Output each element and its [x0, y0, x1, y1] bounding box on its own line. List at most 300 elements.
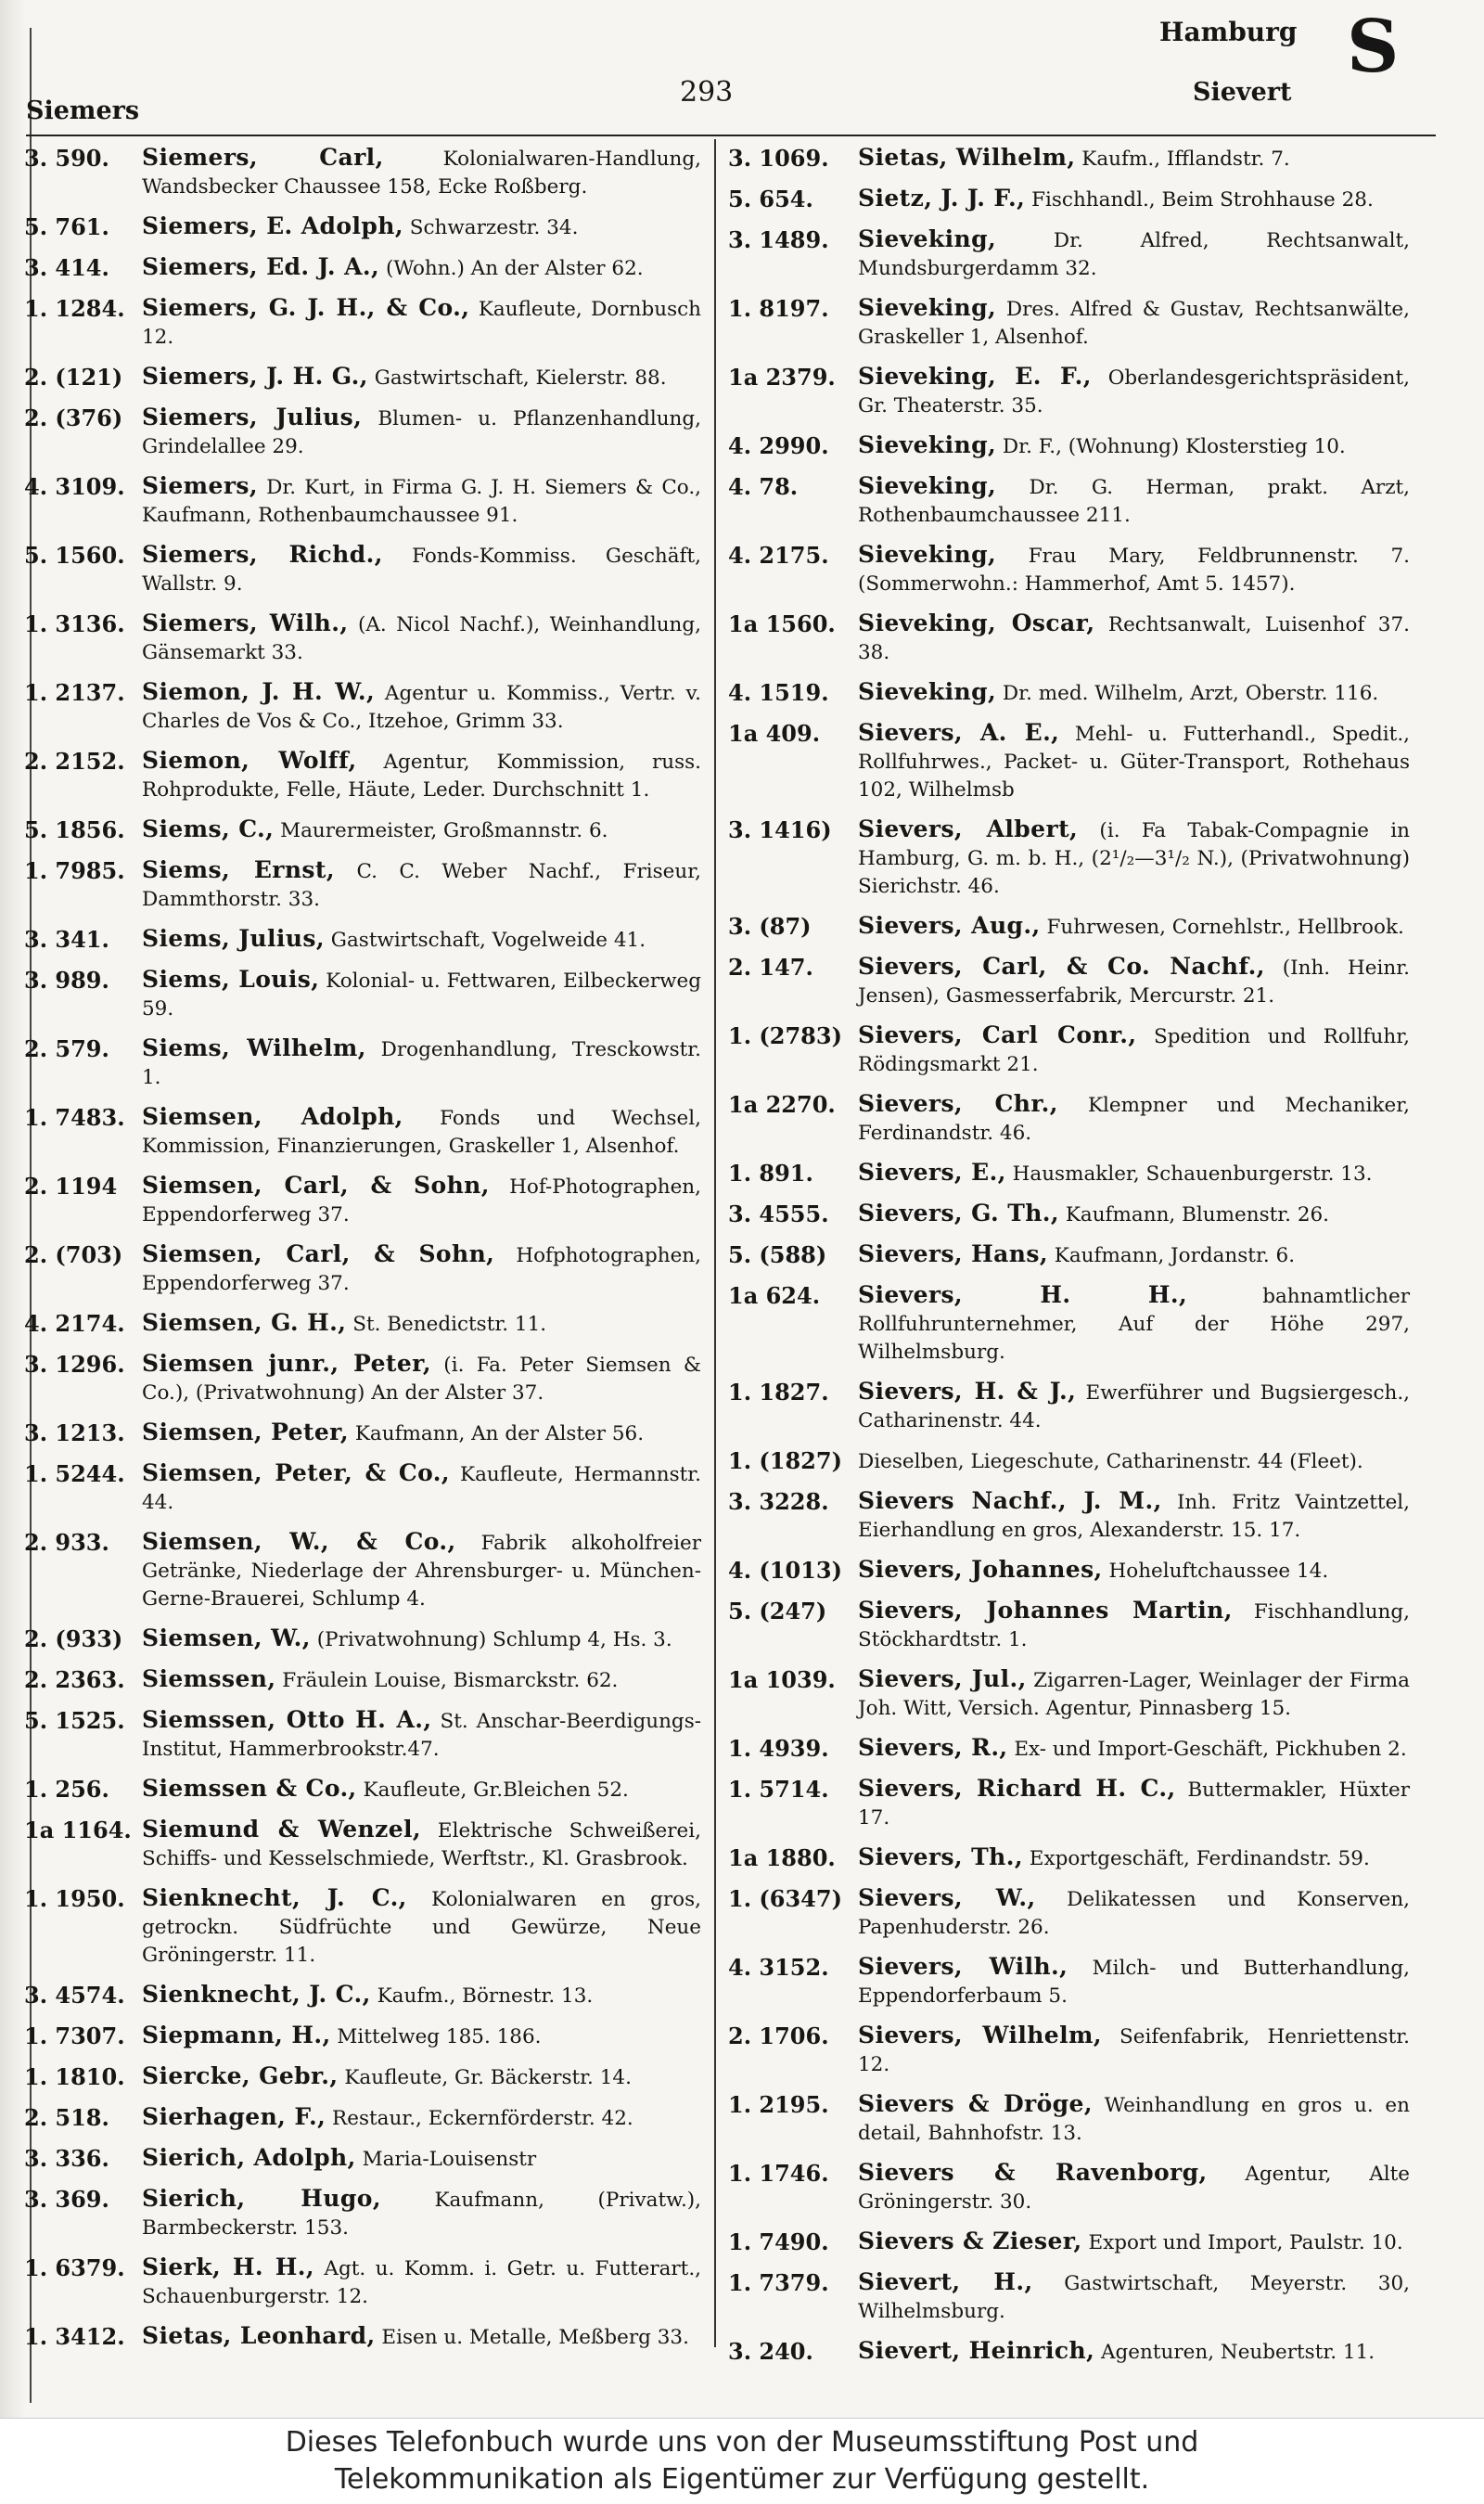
directory-entry: [728, 1240, 1410, 1270]
entry-name: Siemsen, Peter, & Co.,: [142, 1459, 450, 1486]
entry-name: Sievers, Th.,: [858, 1843, 1023, 1870]
directory-entry: [24, 747, 701, 804]
entry-phone-number: 3. 1069.: [728, 145, 829, 172]
directory-entry: [24, 2103, 701, 2133]
entry-name: Siemsen, W., & Co.,: [142, 1528, 456, 1555]
entry-name: Siems, Wilhelm,: [142, 1034, 366, 1061]
entry-text: [858, 185, 1410, 214]
directory-entry: [728, 1090, 1410, 1148]
entry-details: Elektrische Schweißerei, Schiffs- und Kesselschmiede, Werftstr., Kl. Grasbrook.: [142, 1819, 701, 1870]
entry-text: [858, 1775, 1410, 1832]
entry-name: Siems, Ernst,: [142, 856, 335, 883]
directory-entry: [24, 144, 701, 201]
entry-details: Kolonialwaren-Handlung, Wandsbecker Chaussee 158, Ecke Roßberg.: [142, 148, 701, 199]
entry-phone-number: 4. 2175.: [728, 542, 829, 569]
entry-name: Sievers & Ravenborg,: [858, 2159, 1208, 2186]
entry-details: Agentur, Kommission, russ. Rohprodukte, Felle, Häute, Leder. Durchschnitt 1.: [142, 751, 702, 802]
entry-text: [858, 1021, 1410, 1079]
directory-entry: [24, 610, 701, 667]
entry-phone-number: 1. 891.: [728, 1160, 813, 1187]
entry-text: [858, 431, 1410, 461]
page-number: 293: [680, 76, 734, 109]
entry-text: [858, 363, 1410, 420]
entry-details: Dr. Alfred, Rechtsanwalt, Mundsburgerdamm 32.: [858, 229, 1410, 280]
directory-entry: [728, 678, 1410, 708]
entry-phone-number: 4. 3109.: [24, 473, 125, 500]
entry-phone-number: 1. 7379.: [728, 2269, 829, 2296]
entry-phone-number: 1a 1560.: [728, 610, 836, 637]
entry-text: [142, 1172, 701, 1229]
directory-entry: [728, 2022, 1410, 2079]
entry-phone-number: 2. 1706.: [728, 2022, 829, 2049]
entry-phone-number: 5. 1856.: [24, 816, 125, 843]
entry-details: Kolonial- u. Fettwaren, Eilbeckerweg 59.: [142, 969, 701, 1021]
entry-details: Eisen u. Metalle, Meßberg 33.: [375, 2326, 689, 2349]
entry-details: Inh. Fritz Vaintzettel, Eierhandlung en gros, Alexanderstr. 15. 17.: [858, 1491, 1410, 1542]
entry-name: Sietas, Leonhard,: [142, 2322, 376, 2349]
entry-text: [142, 1816, 701, 1873]
entry-phone-number: 3. 240.: [728, 2338, 813, 2365]
entry-phone-number: 1. 3136.: [24, 610, 125, 637]
directory-entry: [728, 472, 1410, 530]
entry-details: Zigarren-Lager, Weinlager der Firma Joh. Witt, Versich. Agentur, Pinnasberg 15.: [858, 1669, 1410, 1720]
directory-entry: [728, 363, 1410, 420]
entry-phone-number: 1. 2195.: [728, 2091, 829, 2118]
entry-phone-number: 3. 1416): [728, 816, 832, 843]
entry-phone-number: 2. (933): [24, 1625, 123, 1652]
entry-details: Export und Import, Paulstr. 10.: [1081, 2231, 1403, 2254]
entry-details: Fabrik alkoholfreier Getränke, Niederlage der Ahrensburger- u. München-Gerne-Brauerei, Schlump 4.: [142, 1532, 702, 1611]
entry-text: [142, 815, 701, 845]
entry-text: [858, 1884, 1410, 1942]
entry-text: [858, 144, 1410, 173]
entry-name: Siemund & Wenzel,: [142, 1816, 422, 1843]
entry-text: [142, 404, 701, 461]
directory-entry: [728, 1884, 1410, 1942]
entry-details: Hof-Photographen, Eppendorferweg 37.: [142, 1175, 701, 1226]
entry-phone-number: 2. 1194: [24, 1173, 118, 1200]
entry-text: [142, 966, 701, 1023]
entry-text: [142, 1350, 701, 1407]
entry-phone-number: 3. 3228.: [728, 1488, 829, 1515]
directory-entry: [728, 719, 1410, 804]
directory-entry: [728, 1281, 1410, 1367]
entry-name: Sievers, Johannes Martin,: [858, 1597, 1233, 1624]
entry-phone-number: 3. 1296.: [24, 1351, 125, 1378]
entry-name: Sievert, Heinrich,: [858, 2337, 1095, 2364]
entry-details: St. Anschar-Beerdigungs-Institut, Hammerbrookstr.47.: [142, 1710, 701, 1761]
entry-name: Sieveking,: [858, 541, 997, 568]
entry-name: Siemers, E. Adolph,: [142, 212, 403, 239]
entry-phone-number: 2. 933.: [24, 1529, 109, 1556]
entry-name: Sievers, W.,: [858, 1884, 1036, 1911]
entry-text: [858, 912, 1410, 942]
entry-details: Agt. u. Komm. i. Getr. u. Futterart., Schauenburgerstr. 12.: [142, 2257, 701, 2308]
entry-details: Rechtsanwalt, Luisenhof 37. 38.: [858, 613, 1410, 664]
directory-entry: [728, 2090, 1410, 2148]
directory-entry: [24, 363, 701, 392]
directory-entry: [728, 185, 1410, 214]
entry-phone-number: 1a 2270.: [728, 1091, 836, 1118]
directory-entry: [24, 1172, 701, 1229]
entry-text: [142, 294, 701, 352]
directory-entry: [24, 678, 701, 736]
entry-phone-number: 1. 5244.: [24, 1460, 125, 1487]
directory-entry: [24, 1665, 701, 1695]
entry-name: Sievers Nachf., J. M.,: [858, 1487, 1162, 1514]
entry-name: Sienknecht, J. C.,: [142, 1981, 371, 2008]
entry-text: [858, 1487, 1410, 1545]
entry-name: Siemers, Julius,: [142, 404, 363, 430]
entry-details: Gastwirtschaft, Meyerstr. 30, Wilhelmsburg.: [858, 2272, 1410, 2323]
entry-details: Maria-Louisenstr: [355, 2148, 537, 2171]
entry-text: [858, 472, 1410, 530]
entry-details: (i. Fa. Peter Siemsen & Co.), (Privatwohnung) An der Alster 37.: [142, 1354, 701, 1405]
directory-entry: [728, 2337, 1410, 2367]
entry-details: Mittelweg 185. 186.: [330, 2025, 542, 2048]
entry-details: Gastwirtschaft, Kielerstr. 88.: [367, 366, 667, 390]
entry-phone-number: 1. 1827.: [728, 1379, 829, 1406]
entry-text: [858, 1159, 1410, 1188]
entry-details: Restaur., Eckernförderstr. 42.: [326, 2107, 633, 2130]
entry-details: Weinhandlung en gros u. en detail, Bahnhofstr. 13.: [858, 2094, 1410, 2145]
entry-name: Siemsen junr., Peter,: [142, 1350, 432, 1377]
entry-phone-number: 4. 2174.: [24, 1310, 125, 1337]
footer-note: [0, 2418, 1484, 2504]
entry-text: [858, 1378, 1410, 1435]
entry-details: Dr. F., (Wohnung) Klosterstieg 10.: [996, 435, 1346, 458]
entry-details: Kaufmann, An der Alster 56.: [349, 1422, 645, 1445]
directory-entry: [24, 815, 701, 845]
entry-details: Kolonialwaren en gros, getrockn. Südfrüchte und Gewürze, Neue Gröningerstr. 11.: [142, 1888, 701, 1967]
entry-phone-number: 3. 4574.: [24, 1982, 125, 2009]
entry-phone-number: 1. 7985.: [24, 857, 125, 884]
entry-details: Seifenfabrik, Henriettenstr. 12.: [858, 2025, 1410, 2076]
entry-name: Sievert, H.,: [858, 2268, 1033, 2295]
entry-name: Siemssen,: [142, 1665, 276, 1692]
entry-name: Siemon, J. H. W.,: [142, 678, 376, 705]
entry-text: [142, 1309, 701, 1339]
header-letter: S: [1347, 5, 1400, 89]
entry-phone-number: 1. 7490.: [728, 2228, 829, 2255]
directory-entry: [728, 1843, 1410, 1873]
entry-text: [142, 253, 701, 283]
entry-phone-number: 1a 1039.: [728, 1666, 836, 1693]
entry-text: [142, 610, 701, 667]
entry-text: [858, 541, 1410, 598]
entry-text: [858, 1090, 1410, 1148]
entry-phone-number: 1a 409.: [728, 720, 821, 747]
entry-name: Sievers, E.,: [858, 1159, 1006, 1186]
directory-entry: [24, 253, 701, 283]
entry-name: Sievers, H. H.,: [858, 1281, 1188, 1308]
entry-name: Sieveking,: [858, 294, 997, 321]
entry-details: Agenturen, Neubertstr. 11.: [1094, 2341, 1375, 2364]
entry-phone-number: 1. 1284.: [24, 295, 125, 322]
entry-phone-number: 1a 1164.: [24, 1817, 132, 1843]
directory-entry: [728, 2159, 1410, 2216]
entry-details: Klempner und Mechaniker, Ferdinandstr. 46.: [858, 1094, 1411, 1145]
entry-details: Drogenhandlung, Tresckowstr. 1.: [142, 1038, 701, 1089]
entry-text: [858, 2228, 1410, 2257]
entry-text: [142, 144, 701, 201]
entry-text: [858, 953, 1410, 1010]
entry-name: Sievers, Albert,: [858, 815, 1079, 842]
directory-entry: [24, 1459, 701, 1517]
entry-details: Kaufleute, Gr.Bleichen 52.: [356, 1778, 629, 1802]
directory-entry: [728, 1597, 1410, 1654]
directory-entry: [24, 1624, 701, 1654]
directory-entry: [728, 815, 1410, 901]
entry-details: Blumen- u. Pflanzenhandlung, Grindelallee 29.: [142, 407, 701, 458]
entry-text: [142, 1981, 701, 2010]
entry-name: Sievers, Hans,: [858, 1240, 1048, 1267]
entry-details: Agentur, Alte Gröningerstr. 30.: [858, 2163, 1410, 2214]
entry-details: Kaufmann, Jordanstr. 6.: [1047, 1244, 1296, 1267]
entry-details: Delikatessen und Konserven, Papenhuderstr. 26.: [858, 1888, 1410, 1939]
entry-phone-number: 1a 624.: [728, 1282, 821, 1309]
directory-entry: [728, 1446, 1410, 1476]
entry-text: [858, 1281, 1410, 1367]
entry-details: Kaufm., Ifflandstr. 7.: [1075, 148, 1290, 171]
directory-entry: [728, 1665, 1410, 1723]
entry-phone-number: 3. 369.: [24, 2186, 109, 2213]
entry-details: Kaufmann, (Privatw.), Barmbeckerstr. 153.: [142, 2189, 701, 2240]
entry-phone-number: 1a 2379.: [728, 364, 836, 391]
entry-name: Siemsen, Peter,: [142, 1419, 350, 1445]
entry-details: Fonds und Wechsel, Kommission, Finanzierungen, Graskeller 1, Alsenhof.: [142, 1107, 701, 1158]
directory-entry: [728, 1556, 1410, 1586]
column-divider: [714, 139, 716, 2347]
entry-name: Sieveking,: [858, 472, 997, 499]
directory-entry: [24, 1775, 701, 1804]
entry-text: [858, 719, 1410, 804]
entry-phone-number: 3. 1213.: [24, 1419, 125, 1446]
entry-text: [142, 212, 701, 242]
entry-details: Kaufm., Börnestr. 13.: [370, 1984, 594, 2008]
entry-details: Fräulein Louise, Bismarckstr. 62.: [275, 1669, 619, 1692]
entry-text: [142, 1884, 701, 1970]
directory-entry: [24, 856, 701, 914]
entry-text: [142, 2062, 701, 2092]
entry-name: Siemers, Carl,: [142, 144, 384, 171]
entry-phone-number: 5. 1525.: [24, 1707, 125, 1734]
entry-details: (i. Fa Tabak-Compagnie in Hamburg, G. m. b. H., (2¹/₂—3¹/₂ N.), (Privatwohnung) Sierichstr. 46.: [858, 819, 1410, 898]
entry-phone-number: 2. 147.: [728, 954, 813, 981]
entry-phone-number: 2. (376): [24, 404, 123, 431]
entry-phone-number: 2. 2363.: [24, 1666, 125, 1693]
entry-name: Sierich, Hugo,: [142, 2185, 381, 2212]
entry-name: Siemsen, W.,: [142, 1624, 311, 1651]
entry-text: [858, 815, 1410, 901]
directory-entry: [24, 404, 701, 461]
entry-text: [858, 294, 1410, 352]
entry-name: Sievers & Zieser,: [858, 2228, 1082, 2254]
directory-entry: [728, 1200, 1410, 1229]
entry-details: (Privatwohnung) Schlump 4, Hs. 3.: [310, 1628, 672, 1651]
entry-phone-number: 1. 7307.: [24, 2022, 125, 2049]
entry-name: Sieveking, E. F.,: [858, 363, 1092, 390]
entry-details: Dr. G. Herman, prakt. Arzt, Rothenbaumchaussee 211.: [858, 476, 1410, 527]
entry-details: Hausmakler, Schauenburgerstr. 13.: [1005, 1162, 1373, 1186]
directory-entry: [728, 1378, 1410, 1435]
entry-name: Sierich, Adolph,: [142, 2144, 356, 2171]
header-right-keyword: Sievert: [1193, 78, 1292, 107]
entry-name: Siemers, Wilh.,: [142, 610, 349, 636]
entry-text: [142, 363, 701, 392]
entry-details: Kaufleute, Hermannstr. 44.: [142, 1463, 701, 1514]
entry-text: [142, 2254, 701, 2311]
entry-phone-number: 3. (87): [728, 913, 812, 940]
entry-text: [858, 1953, 1410, 2010]
entry-details: Oberlandesgerichtspräsident, Gr. Theaterstr. 35.: [858, 366, 1410, 417]
entry-text: [142, 2185, 701, 2242]
directory-entry: [24, 1884, 701, 1970]
directory-entry: [728, 2228, 1410, 2257]
entry-name: Siemers, Richd.,: [142, 541, 383, 568]
directory-entry: [24, 294, 701, 352]
entry-details: bahnamtlicher Rollfuhrunternehmer, Auf der Höhe 297, Wilhelmsburg.: [858, 1285, 1410, 1364]
entry-phone-number: 3. 4555.: [728, 1201, 829, 1227]
entry-name: Sievers, A. E.,: [858, 719, 1060, 746]
entry-name: Sieveking, Oscar,: [858, 610, 1095, 636]
entry-details: Buttermakler, Hüxter 17.: [858, 1778, 1410, 1830]
directory-entry: [24, 2062, 701, 2092]
directory-entry: [728, 541, 1410, 598]
entry-text: [142, 1459, 701, 1517]
entry-phone-number: 3. 336.: [24, 2145, 109, 2172]
entry-name: Sierhagen, F.,: [142, 2103, 326, 2130]
entry-details: Fuhrwesen, Cornehlstr., Hellbrook.: [1040, 916, 1404, 939]
entry-phone-number: 5. (588): [728, 1241, 827, 1268]
entry-phone-number: 3. 1489.: [728, 226, 829, 253]
entry-phone-number: 1. 5714.: [728, 1776, 829, 1803]
entry-name: Sieveking,: [858, 678, 997, 705]
entry-text: [142, 1103, 701, 1161]
entry-name: Sievers, Carl Conr.,: [858, 1021, 1137, 1048]
directory-entry: [728, 225, 1410, 283]
entry-name: Siemers, G. J. H., & Co.,: [142, 294, 470, 321]
entry-phone-number: 1. 1950.: [24, 1885, 125, 1912]
entry-phone-number: 5. 761.: [24, 213, 109, 240]
directory-entry: [24, 1419, 701, 1448]
entry-text: [858, 1597, 1410, 1654]
entry-text: [142, 747, 701, 804]
entry-name: Siemers, Ed. J. A.,: [142, 253, 380, 280]
entry-phone-number: 4. 3152.: [728, 1954, 829, 1981]
entry-details: Dieselben, Liegeschute, Catharinenstr. 44 (Fleet).: [858, 1450, 1363, 1473]
entry-text: [142, 678, 701, 736]
entry-name: Sievers & Dröge,: [858, 2090, 1093, 2117]
entry-name: Siemsen, G. H.,: [142, 1309, 347, 1336]
entry-phone-number: 1. 1746.: [728, 2160, 829, 2187]
entry-name: Siems, Louis,: [142, 966, 320, 993]
entry-details: (Wohn.) An der Alster 62.: [379, 257, 644, 280]
entry-details: Maurermeister, Großmannstr. 6.: [274, 819, 608, 842]
header-left-keyword: Siemers: [26, 96, 140, 125]
entry-phone-number: 2. (703): [24, 1241, 123, 1268]
directory-entry: [728, 2268, 1410, 2326]
directory-entry: [728, 912, 1410, 942]
entry-phone-number: 1. 1810.: [24, 2063, 125, 2090]
entry-details: Ewerführer und Bugsiergesch., Catharinenstr. 44.: [858, 1381, 1410, 1432]
entry-phone-number: 3. 989.: [24, 967, 109, 994]
right-column: [728, 144, 1410, 2378]
entry-phone-number: 5. (247): [728, 1598, 827, 1624]
entry-name: Sievers, Chr.,: [858, 1090, 1058, 1117]
entry-text: [142, 2103, 701, 2133]
directory-entry: [24, 2254, 701, 2311]
entry-phone-number: 1. 256.: [24, 1776, 109, 1803]
left-column: [24, 144, 701, 2363]
entry-text: [858, 1240, 1410, 1270]
entry-text: [142, 1419, 701, 1448]
scan-edge: [0, 0, 26, 2418]
entry-name: Sietz, J. J. F.,: [858, 185, 1026, 212]
entry-name: Siemssen & Co.,: [142, 1775, 357, 1802]
entry-text: [142, 1775, 701, 1804]
entry-text: [858, 225, 1410, 283]
directory-entry: [24, 1034, 701, 1092]
entry-name: Siemers,: [142, 472, 258, 499]
entry-text: [142, 856, 701, 914]
entry-text: [142, 2144, 701, 2174]
entry-details: (Inh. Heinr. Jensen), Gasmesserfabrik, Mercurstr. 21.: [858, 957, 1410, 1008]
directory-entry: [24, 1706, 701, 1764]
entry-text: [142, 925, 701, 955]
entry-details: Mehl- u. Futterhandl., Spedit., Rollfuhrwes., Packet- u. Güter-Transport, Rothehaus 102, Wilhelmsb: [858, 723, 1410, 802]
entry-phone-number: 1. 4939.: [728, 1735, 829, 1762]
directory-entry: [24, 472, 701, 530]
directory-entry: [728, 431, 1410, 461]
entry-phone-number: 2. 579.: [24, 1035, 109, 1062]
entry-name: Siercke, Gebr.,: [142, 2062, 339, 2089]
directory-entry: [728, 610, 1410, 667]
entry-phone-number: 5. 1560.: [24, 542, 125, 569]
entry-name: Sievers, G. Th.,: [858, 1200, 1059, 1226]
entry-details: Schwarzestr. 34.: [403, 216, 579, 239]
entry-text: [858, 1556, 1410, 1586]
directory-entry: [24, 2185, 701, 2242]
entry-name: Siemon, Wolff,: [142, 747, 357, 774]
directory-entry: [24, 1103, 701, 1161]
directory-entry: [728, 953, 1410, 1010]
entry-phone-number: 4. 78.: [728, 473, 799, 500]
entry-text: [858, 1200, 1410, 1229]
entry-phone-number: 1. 8197.: [728, 295, 829, 322]
entry-text: [858, 2159, 1410, 2216]
entry-details: C. C. Weber Nachf., Friseur, Dammthorstr. 33.: [142, 860, 701, 911]
entry-details: Hofphotographen, Eppendorferweg 37.: [142, 1244, 701, 1295]
entry-details: Dres. Alfred & Gustav, Rechtsanwälte, Graskeller 1, Alsenhof.: [858, 298, 1410, 349]
entry-name: Sievers, Carl, & Co. Nachf.,: [858, 953, 1265, 980]
entry-text: [858, 678, 1410, 708]
directory-entry: [728, 1021, 1410, 1079]
entry-phone-number: 3. 590.: [24, 145, 109, 172]
entry-text: [142, 1034, 701, 1092]
directory-entry: [24, 966, 701, 1023]
entry-phone-number: 1. 6379.: [24, 2254, 125, 2281]
entry-name: Sieveking,: [858, 225, 997, 252]
entry-text: [142, 472, 701, 530]
entry-phone-number: 1a 1880.: [728, 1844, 836, 1871]
entry-text: [142, 541, 701, 598]
entry-details: Gastwirtschaft, Vogelweide 41.: [324, 929, 646, 952]
entry-name: Siemsen, Carl, & Sohn,: [142, 1172, 490, 1199]
entry-phone-number: 4. 2990.: [728, 432, 829, 459]
entry-name: Siems, Julius,: [142, 925, 325, 952]
directory-entry: [24, 2144, 701, 2174]
